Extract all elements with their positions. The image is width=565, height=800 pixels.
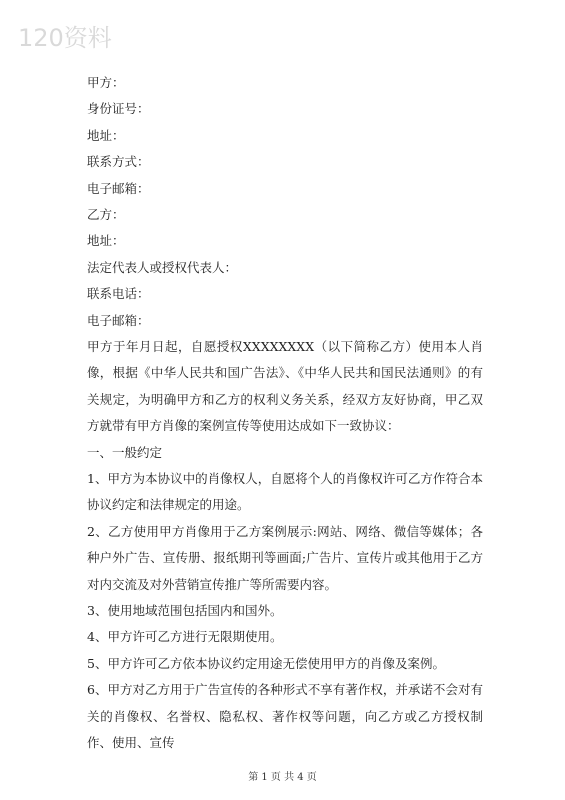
clause-1: 1、甲方为本协议中的肖像权人，自愿将个人的肖像权许可乙方作符合本协议约定和法律规定的用途。 — [87, 470, 483, 513]
party-a-address-label: 地址： — [87, 127, 125, 143]
phone-label: 联系电话： — [87, 286, 150, 302]
clause-6: 6、甲方对乙方用于广告宣传的各种形式不享有著作权，并承诺不会对有关的肖像权、名誉权、隐私权、著作权等问题，向乙方或乙方授权制作、使用、宣传 — [87, 682, 483, 750]
intro-paragraph: 甲方于年月日起，自愿授权XXXXXXXX（以下简称乙方）使用本人肖像，根据《中华人民共和国广告法》、《中华人民共和国民法通则》的有关规定，为明确甲方和乙方的权利义务关系，经双方友好协商，甲乙双方就带有甲方肖像的案例宣传等使用达成如下一致协议： — [87, 338, 483, 434]
legal-representative-label: 法定代表人或授权代表人： — [87, 259, 238, 275]
party-a-label: 甲方： — [87, 75, 125, 90]
contact-label: 联系方式： — [87, 154, 150, 170]
party-b-email-label: 电子邮箱： — [87, 312, 150, 328]
clause-3: 3、使用地域范围包括国内和国外。 — [87, 602, 283, 618]
clause-4: 4、甲方许可乙方进行无限期使用。 — [87, 629, 283, 645]
section-heading: 一、一般约定 — [87, 444, 163, 460]
document-body — [87, 70, 483, 756]
id-number-label: 身份证号： — [87, 101, 150, 117]
page-footer: 第 1 页 共 4 页 — [248, 772, 317, 783]
clause-5: 5、甲方许可乙方依本协议约定用途无偿使用甲方的肖像及案例。 — [87, 655, 445, 671]
watermark-logo: 120资料 — [18, 24, 112, 52]
party-b-label: 乙方： — [87, 206, 125, 222]
party-b-address-label: 地址： — [87, 233, 125, 249]
party-a-email-label: 电子邮箱： — [87, 180, 150, 196]
clause-2: 2、乙方使用甲方肖像用于乙方案例展示:网站、网络、微信等媒体；各种户外广告、宣传册、报纸期刊等画面;广告片、宣传片或其他用于乙方对内交流及对外营销宣传推广等所需要内容。 — [87, 523, 483, 592]
